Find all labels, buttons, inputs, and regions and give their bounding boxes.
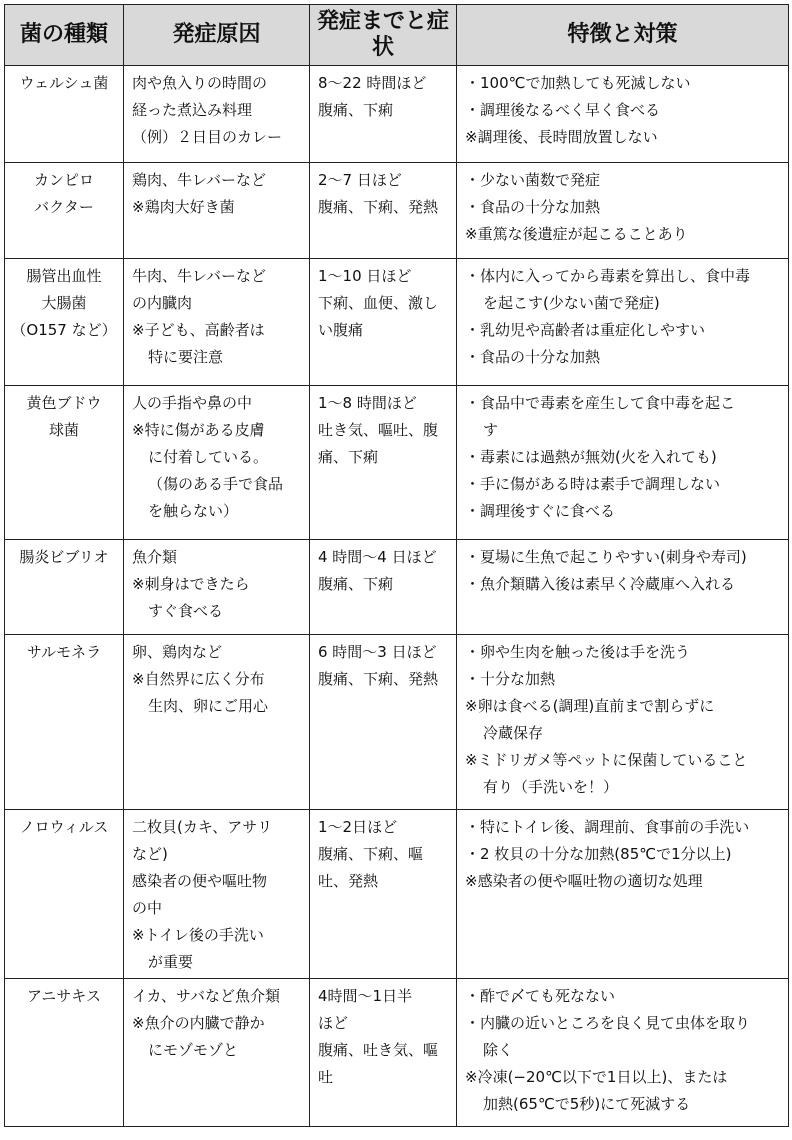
cell-line: ・手に傷がある時は素手で調理しない bbox=[465, 475, 721, 493]
cell-measures bbox=[457, 635, 789, 810]
cell-line: ・卵や生肉を触った後は手を洗う bbox=[465, 643, 691, 661]
cell-line: ・調理後なるべく早く食べる bbox=[465, 101, 661, 119]
cell-line: ・夏場に生魚で起こりやすい(刺身や寿司) bbox=[465, 548, 747, 566]
cell-line: 腹痛、下痢、嘔 bbox=[318, 845, 424, 863]
cell-onset bbox=[310, 635, 457, 810]
cell-measures bbox=[457, 979, 789, 1127]
cell-line: 1～2日ほど bbox=[318, 818, 398, 836]
cell-line: 8～22 時間ほど bbox=[318, 74, 427, 92]
cell-line: ・100℃で加熱しても死滅しない bbox=[465, 74, 691, 92]
cell-bacteria bbox=[5, 635, 124, 810]
cell-line: に付着している。 bbox=[148, 448, 269, 466]
cell-line: ・2 枚貝の十分な加熱(85℃で1分以上) bbox=[465, 845, 732, 863]
cell-line: 腸管出血性 bbox=[26, 267, 102, 285]
header-bacteria-type: 菌の種類 bbox=[5, 5, 124, 66]
cell-line: ※感染者の便や嘔吐物の適切な処理 bbox=[465, 872, 703, 890]
cell-measures bbox=[457, 810, 789, 979]
cell-line: 特に要注意 bbox=[148, 348, 224, 366]
cell-cause bbox=[124, 810, 310, 979]
header-onset-symptoms bbox=[310, 5, 457, 66]
cell-line: 痛、下痢 bbox=[318, 448, 379, 466]
header-cause: 発症原因 bbox=[124, 5, 310, 66]
cell-line: ・酢で〆ても死なない bbox=[465, 987, 616, 1005]
cell-line: 魚介類 bbox=[132, 548, 178, 566]
cell-line: 腹痛、下痢、発熱 bbox=[318, 198, 439, 216]
cell-line: が重要 bbox=[148, 953, 194, 971]
cell-line: ・魚介類購入後は素早く冷蔵庫へ入れる bbox=[465, 575, 736, 593]
cell-line: ・毒素には過熱が無効(火を入れても) bbox=[465, 448, 717, 466]
cell-bacteria bbox=[5, 979, 124, 1127]
cell-line: 生肉、卵にご用心 bbox=[148, 697, 269, 715]
cell-line: 4 時間～4 日ほど bbox=[318, 548, 437, 566]
cell-line: 4時間～1日半 bbox=[318, 987, 413, 1005]
cell-line: バクター bbox=[34, 198, 94, 216]
cell-onset bbox=[310, 163, 457, 259]
cell-line: 肉や魚入りの時間の bbox=[132, 74, 268, 92]
cell-line: を触らない） bbox=[148, 502, 239, 520]
cell-line: 吐 bbox=[318, 1068, 334, 1086]
cell-line: 人の手指や鼻の中 bbox=[132, 394, 253, 412]
cell-onset bbox=[310, 810, 457, 979]
cell-line: 加熱(65℃で5秒)にて死滅する bbox=[483, 1095, 691, 1113]
cell-line: 有り（手洗いを！） bbox=[483, 778, 619, 796]
cell-line: ・体内に入ってから毒素を算出し、食中毒 bbox=[465, 267, 751, 285]
cell-line: 吐、発熱 bbox=[318, 872, 379, 890]
cell-line: ウェルシュ菌 bbox=[19, 74, 109, 92]
cell-line: ※特に傷がある皮膚 bbox=[132, 421, 265, 439]
cell-line: イカ、サバなど魚介類 bbox=[132, 987, 281, 1005]
cell-line: ・十分な加熱 bbox=[465, 670, 556, 688]
cell-cause bbox=[124, 66, 310, 163]
cell-line: 1～8 時間ほど bbox=[318, 394, 417, 412]
table-row bbox=[5, 635, 789, 810]
cell-onset bbox=[310, 540, 457, 635]
cell-line: 2～7 日ほど bbox=[318, 171, 402, 189]
table-row bbox=[5, 259, 789, 386]
cell-line: にモゾモゾと bbox=[148, 1041, 239, 1059]
cell-onset bbox=[310, 66, 457, 163]
cell-line: （例）２日目のカレー bbox=[132, 128, 283, 146]
table-row bbox=[5, 386, 789, 540]
cell-line: ・食品中で毒素を産生して食中毒を起こ bbox=[465, 394, 736, 412]
cell-line: など) bbox=[132, 845, 168, 863]
cell-line: ※自然界に広く分布 bbox=[132, 670, 265, 688]
cell-line: 腹痛、下痢 bbox=[318, 101, 394, 119]
cell-line: ・少ない菌数で発症 bbox=[465, 171, 601, 189]
cell-bacteria bbox=[5, 386, 124, 540]
cell-line: 鶏肉、牛レバーなど bbox=[132, 171, 266, 189]
cell-measures bbox=[457, 259, 789, 386]
cell-line: カンピロ bbox=[33, 171, 94, 189]
cell-line: ※トイレ後の手洗い bbox=[132, 926, 264, 944]
cell-bacteria bbox=[5, 66, 124, 163]
cell-line: 腸炎ビブリオ bbox=[19, 548, 109, 566]
cell-line: ※魚介の内臓で静か bbox=[132, 1014, 265, 1032]
cell-line: （傷のある手で食品 bbox=[148, 475, 284, 493]
cell-line: を起こす(少ない菌で発症) bbox=[483, 294, 660, 312]
cell-line: 黄色ブドウ bbox=[26, 394, 102, 412]
cell-line: 腹痛、下痢 bbox=[318, 575, 394, 593]
cell-line: 牛肉、牛レバーなど bbox=[132, 267, 266, 285]
table-row bbox=[5, 810, 789, 979]
cell-line: すぐ食べる bbox=[148, 602, 224, 620]
cell-line: ・特にトイレ後、調理前、食事前の手洗い bbox=[465, 818, 750, 836]
cell-line: 6 時間～3 日ほど bbox=[318, 643, 437, 661]
cell-line: サルモネラ bbox=[26, 643, 102, 661]
table-header-row bbox=[5, 5, 789, 66]
cell-line: 冷蔵保存 bbox=[483, 724, 544, 742]
cell-line: ※刺身はできたら bbox=[132, 575, 250, 593]
cell-cause bbox=[124, 979, 310, 1127]
header-features-measures: 特徴と対策 bbox=[457, 5, 789, 66]
cell-line: 1～10 日ほど bbox=[318, 267, 412, 285]
cell-line: の内臓肉 bbox=[132, 294, 193, 312]
cell-line: す bbox=[483, 421, 499, 439]
cell-bacteria bbox=[5, 259, 124, 386]
cell-line: の中 bbox=[132, 899, 163, 917]
cell-line: （O157 など） bbox=[11, 321, 117, 339]
cell-line: 腹痛、下痢、発熱 bbox=[318, 670, 439, 688]
cell-line: ・内臓の近いところを良く見て虫体を取り bbox=[465, 1014, 751, 1032]
cell-line: 球菌 bbox=[48, 421, 79, 439]
cell-bacteria bbox=[5, 163, 124, 259]
cell-line: ・乳幼児や高齢者は重症化しやすい bbox=[465, 321, 706, 339]
cell-cause bbox=[124, 163, 310, 259]
cell-line: ※鶏肉大好き菌 bbox=[132, 198, 235, 216]
table-row bbox=[5, 979, 789, 1127]
cell-line: 二枚貝(カキ、アサリ bbox=[132, 818, 273, 836]
cell-measures bbox=[457, 386, 789, 540]
cell-bacteria bbox=[5, 540, 124, 635]
cell-line: ほど bbox=[318, 1014, 349, 1032]
cell-line: ※調理後、長時間放置しない bbox=[465, 128, 658, 146]
table-row bbox=[5, 540, 789, 635]
cell-line: ノロウィルス bbox=[19, 818, 109, 836]
cell-line: ・調理後すぐに食べる bbox=[465, 502, 616, 520]
cell-measures bbox=[457, 66, 789, 163]
cell-line: 吐き気、嘔吐、腹 bbox=[318, 421, 439, 439]
cell-line: い腹痛 bbox=[318, 321, 364, 339]
cell-line: 経った煮込み料理 bbox=[132, 101, 253, 119]
cell-line: ※ミドリガメ等ペットに保菌していること bbox=[465, 751, 748, 769]
table-row bbox=[5, 163, 789, 259]
cell-measures bbox=[457, 540, 789, 635]
cell-bacteria bbox=[5, 810, 124, 979]
cell-line: 大腸菌 bbox=[41, 294, 87, 312]
cell-line: 感染者の便や嘔吐物 bbox=[132, 872, 268, 890]
cell-cause bbox=[124, 386, 310, 540]
header-onset-symptoms-label: 発症までと症状 bbox=[316, 9, 449, 60]
cell-line: ※冷凍(−20℃以下で1日以上)、または bbox=[465, 1068, 728, 1086]
cell-cause bbox=[124, 259, 310, 386]
cell-onset bbox=[310, 979, 457, 1127]
cell-line: 腹痛、吐き気、嘔 bbox=[318, 1041, 439, 1059]
cell-line: 下痢、血便、激し bbox=[318, 294, 439, 312]
cell-line: アニサキス bbox=[27, 987, 101, 1005]
cell-line: ※子ども、高齢者は bbox=[132, 321, 265, 339]
cell-line: 除く bbox=[483, 1041, 514, 1059]
food-poisoning-table bbox=[4, 4, 789, 1127]
table-row bbox=[5, 66, 789, 163]
cell-onset bbox=[310, 386, 457, 540]
cell-line: ※卵は食べる(調理)直前まで割らずに bbox=[465, 697, 715, 715]
cell-line: 卵、鶏肉など bbox=[132, 643, 223, 661]
cell-cause bbox=[124, 635, 310, 810]
cell-onset bbox=[310, 259, 457, 386]
cell-line: ※重篤な後遺症が起こることあり bbox=[465, 225, 688, 243]
cell-line: ・食品の十分な加熱 bbox=[465, 348, 601, 366]
cell-measures bbox=[457, 163, 789, 259]
cell-line: ・食品の十分な加熱 bbox=[465, 198, 601, 216]
cell-cause bbox=[124, 540, 310, 635]
